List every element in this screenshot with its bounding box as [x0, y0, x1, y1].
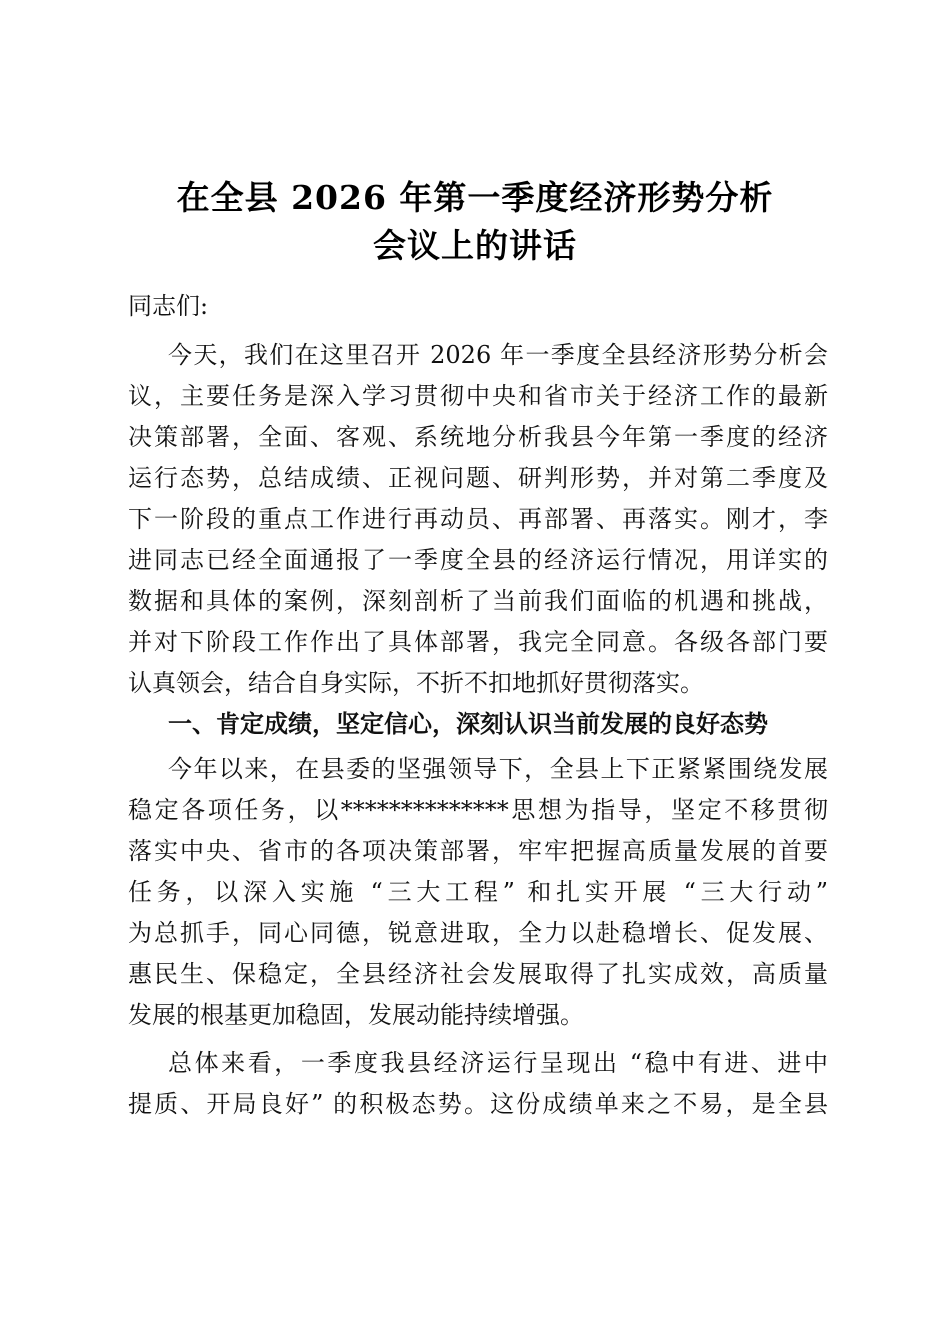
paragraph-line: 稳定各项任务，以**************思想为指导，坚定不移贯彻: [128, 796, 828, 824]
paragraph-line: 今天，我们在这里召开 2026 年一季度全县经济形势分析会: [168, 341, 828, 369]
paragraph-line: 今年以来，在县委的坚强领导下，全县上下正紧紧围绕发展: [168, 755, 828, 783]
section-heading: 一、肯定成绩，坚定信心，深刻认识当前发展的良好态势: [168, 709, 768, 738]
paragraph-line: 落实中央、省市的各项决策部署，牢牢把握高质量发展的首要: [128, 837, 828, 865]
paragraph-line: 进同志已经全面通报了一季度全县的经济运行情况，用详实的: [128, 546, 828, 574]
paragraph-line: 任务，以深入实施 “三大工程” 和扎实开展 “三大行动”: [128, 878, 828, 906]
paragraph-line: 决策部署，全面、客观、系统地分析我县今年第一季度的经济: [128, 423, 828, 451]
paragraph-line: 下一阶段的重点工作进行再动员、再部署、再落实。刚才，李: [128, 505, 828, 533]
paragraph-line: 发展的根基更加稳固，发展动能持续增强。: [128, 1001, 584, 1029]
greeting: 同志们:: [128, 292, 209, 320]
document-title-line-2: 会议上的讲话: [373, 226, 577, 265]
paragraph-line: 议，主要任务是深入学习贯彻中央和省市关于经济工作的最新: [128, 382, 828, 410]
document-title-line-1: 在全县 2026 年第一季度经济形势分析: [176, 178, 774, 217]
paragraph-line: 并对下阶段工作作出了具体部署，我完全同意。各级各部门要: [128, 628, 828, 656]
paragraph-line: 提质、开局良好” 的积极态势。这份成绩单来之不易，是全县: [128, 1090, 828, 1118]
paragraph-line: 数据和具体的案例，深刻剖析了当前我们面临的机遇和挑战，: [128, 587, 828, 615]
paragraph-line: 总体来看，一季度我县经济运行呈现出 “稳中有进、进中: [168, 1049, 828, 1077]
paragraph-line: 认真领会，结合自身实际，不折不扣地抓好贯彻落实。: [128, 669, 704, 697]
paragraph-line: 运行态势，总结成绩、正视问题、研判形势，并对第二季度及: [128, 464, 828, 492]
paragraph-line: 惠民生、保稳定，全县经济社会发展取得了扎实成效，高质量: [128, 960, 828, 988]
paragraph-line: 为总抓手，同心同德，锐意进取，全力以赴稳增长、促发展、: [128, 919, 828, 947]
